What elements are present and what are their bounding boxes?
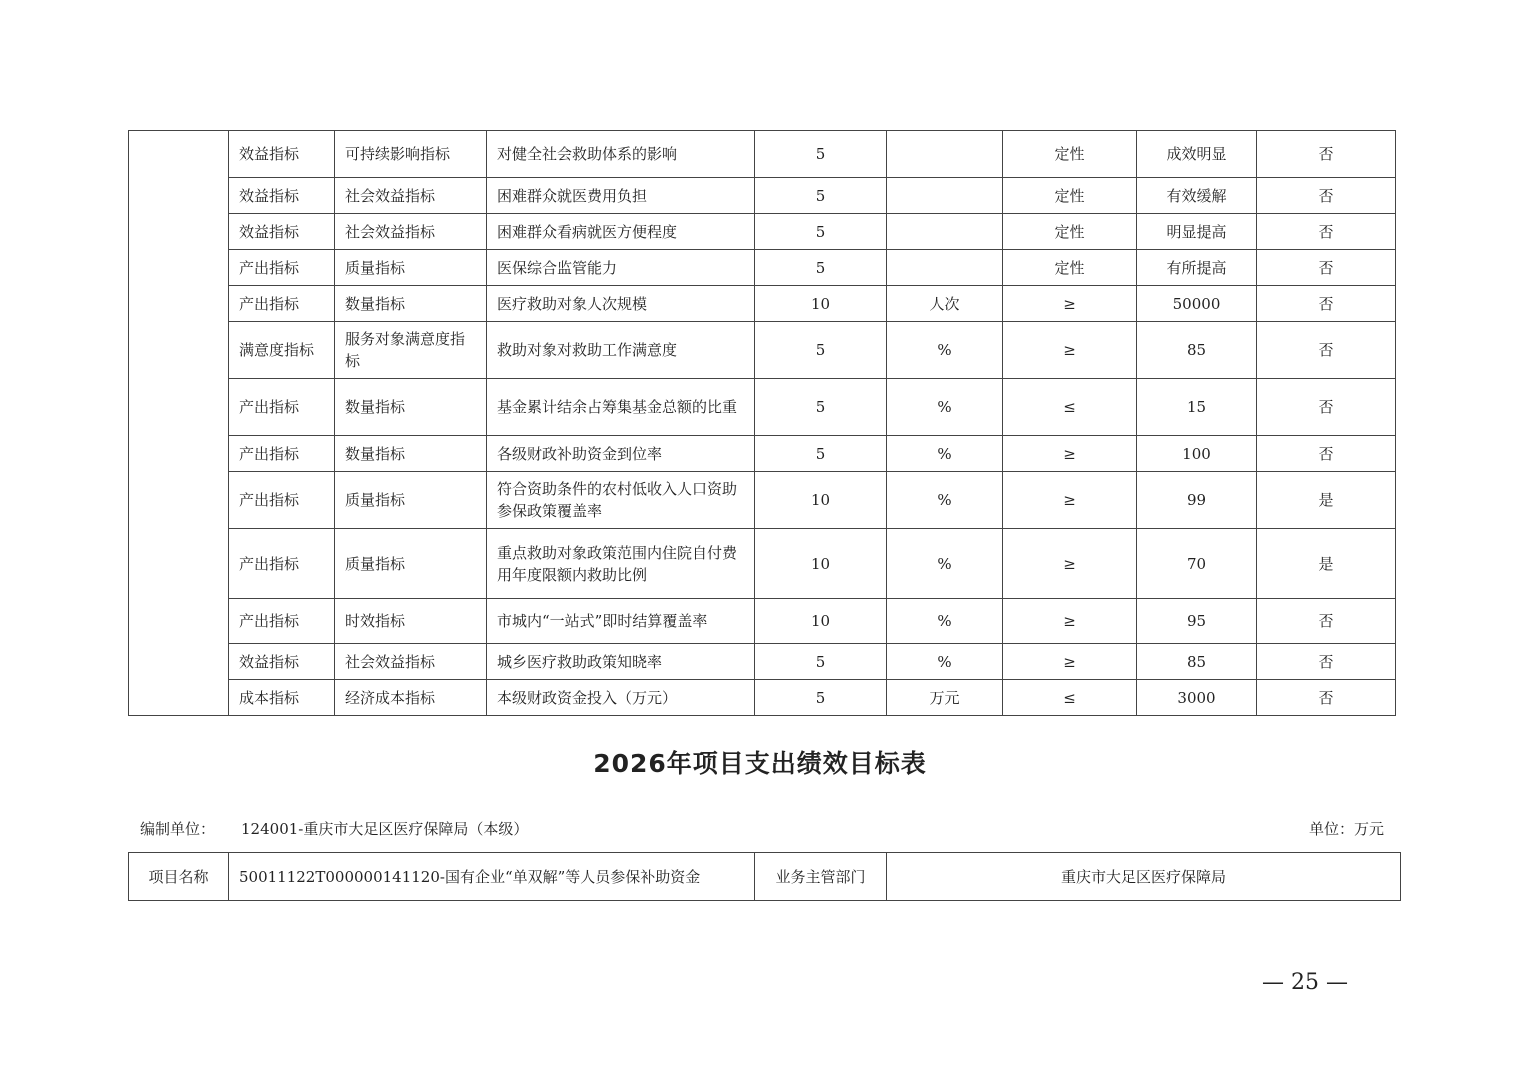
indicator-target: 15: [1137, 379, 1257, 436]
level2-indicator: 社会效益指标: [335, 214, 487, 250]
indicator-target: 70: [1137, 529, 1257, 599]
level2-indicator: 数量指标: [335, 379, 487, 436]
currency-unit: 单位：万元: [1308, 820, 1384, 838]
core-indicator-flag: 否: [1257, 436, 1396, 472]
indicator-unit: [887, 178, 1003, 214]
indicator-weight: 5: [755, 680, 887, 716]
core-indicator-flag: 否: [1257, 214, 1396, 250]
indicator-unit: [887, 250, 1003, 286]
level2-indicator: 可持续影响指标: [335, 131, 487, 178]
level1-indicator: 产出指标: [229, 379, 335, 436]
level1-indicator: 产出指标: [229, 436, 335, 472]
core-indicator-flag: 否: [1257, 379, 1396, 436]
page-number: — 25 —: [1262, 970, 1348, 995]
level2-indicator: 质量指标: [335, 250, 487, 286]
indicator-name: 医疗救助对象人次规模: [487, 286, 755, 322]
indicator-operator: 定性: [1003, 131, 1137, 178]
department-label: 业务主管部门: [755, 853, 887, 901]
indicator-weight: 10: [755, 529, 887, 599]
project-info-table: [128, 852, 1401, 901]
indicator-unit: %: [887, 379, 1003, 436]
level1-indicator: 成本指标: [229, 680, 335, 716]
level2-indicator: 经济成本指标: [335, 680, 487, 716]
table-row: [129, 178, 1396, 214]
indicator-weight: 5: [755, 250, 887, 286]
indicator-unit: %: [887, 436, 1003, 472]
core-indicator-flag: 是: [1257, 472, 1396, 529]
indicator-name: 各级财政补助资金到位率: [487, 436, 755, 472]
project-row: [129, 853, 1401, 901]
indicator-weight: 5: [755, 644, 887, 680]
project-name-value: 50011122T000000141120-国有企业“单双解”等人员参保补助资金: [229, 853, 755, 901]
indicator-unit: %: [887, 472, 1003, 529]
level1-indicator: 产出指标: [229, 250, 335, 286]
core-indicator-flag: 否: [1257, 131, 1396, 178]
indicator-operator: ≥: [1003, 322, 1137, 379]
indicator-target: 3000: [1137, 680, 1257, 716]
indicator-weight: 10: [755, 286, 887, 322]
indicator-target: 50000: [1137, 286, 1257, 322]
indicator-target: 100: [1137, 436, 1257, 472]
level2-indicator: 社会效益指标: [335, 178, 487, 214]
core-indicator-flag: 否: [1257, 178, 1396, 214]
level2-indicator: 服务对象满意度指标: [335, 322, 487, 379]
indicator-weight: 5: [755, 178, 887, 214]
table-row: [129, 472, 1396, 529]
indicator-target: 有所提高: [1137, 250, 1257, 286]
level2-indicator: 时效指标: [335, 599, 487, 644]
indicator-name: 本级财政资金投入（万元）: [487, 680, 755, 716]
indicator-unit: 人次: [887, 286, 1003, 322]
indicator-target: 85: [1137, 322, 1257, 379]
table-row: [129, 680, 1396, 716]
table-row: [129, 322, 1396, 379]
indicator-weight: 10: [755, 472, 887, 529]
indicator-operator: 定性: [1003, 214, 1137, 250]
indicator-name: 救助对象对救助工作满意度: [487, 322, 755, 379]
indicator-operator: 定性: [1003, 250, 1137, 286]
core-indicator-flag: 否: [1257, 322, 1396, 379]
level1-indicator: 效益指标: [229, 644, 335, 680]
table-row: [129, 436, 1396, 472]
table-row: [129, 214, 1396, 250]
level1-indicator: 产出指标: [229, 529, 335, 599]
indicator-operator: ≤: [1003, 680, 1137, 716]
core-indicator-flag: 否: [1257, 250, 1396, 286]
indicator-operator: ≥: [1003, 599, 1137, 644]
indicator-target: 99: [1137, 472, 1257, 529]
compiling-unit-label: 编制单位：: [140, 820, 216, 838]
department-value: 重庆市大足区医疗保障局: [887, 853, 1401, 901]
indicator-unit: [887, 131, 1003, 178]
table-row: [129, 286, 1396, 322]
table-row: [129, 250, 1396, 286]
level1-indicator: 满意度指标: [229, 322, 335, 379]
indicator-target: 明显提高: [1137, 214, 1257, 250]
project-name-label: 项目名称: [129, 853, 229, 901]
indicator-operator: ≥: [1003, 529, 1137, 599]
indicator-operator: ≥: [1003, 286, 1137, 322]
indicator-unit: %: [887, 529, 1003, 599]
indicator-weight: 5: [755, 322, 887, 379]
level1-indicator: 效益指标: [229, 214, 335, 250]
indicator-target: 成效明显: [1137, 131, 1257, 178]
indicator-weight: 10: [755, 599, 887, 644]
table-row: [129, 599, 1396, 644]
level1-indicator: 效益指标: [229, 178, 335, 214]
indicator-unit: %: [887, 322, 1003, 379]
indicator-target: 有效缓解: [1137, 178, 1257, 214]
indicator-name: 对健全社会救助体系的影响: [487, 131, 755, 178]
level2-indicator: 社会效益指标: [335, 644, 487, 680]
level2-indicator: 质量指标: [335, 529, 487, 599]
document-title: 2026年项目支出绩效目标表: [593, 749, 927, 778]
indicator-name: 困难群众就医费用负担: [487, 178, 755, 214]
core-indicator-flag: 否: [1257, 286, 1396, 322]
level1-indicator: 产出指标: [229, 599, 335, 644]
table-row: [129, 644, 1396, 680]
core-indicator-flag: 否: [1257, 644, 1396, 680]
indicator-name: 符合资助条件的农村低收入人口资助参保政策覆盖率: [487, 472, 755, 529]
indicator-unit: 万元: [887, 680, 1003, 716]
indicator-name: 重点救助对象政策范围内住院自付费用年度限额内救助比例: [487, 529, 755, 599]
core-indicator-flag: 是: [1257, 529, 1396, 599]
table-row: [129, 131, 1396, 178]
indicator-name: 基金累计结余占筹集基金总额的比重: [487, 379, 755, 436]
level2-indicator: 数量指标: [335, 286, 487, 322]
indicator-weight: 5: [755, 214, 887, 250]
indicator-unit: %: [887, 644, 1003, 680]
indicator-target: 85: [1137, 644, 1257, 680]
indicator-name: 城乡医疗救助政策知晓率: [487, 644, 755, 680]
indicator-weight: 5: [755, 379, 887, 436]
level1-indicator: 效益指标: [229, 131, 335, 178]
indicator-operator: ≥: [1003, 644, 1137, 680]
core-indicator-flag: 否: [1257, 680, 1396, 716]
level2-indicator: 质量指标: [335, 472, 487, 529]
indicator-name: 市城内“一站式”即时结算覆盖率: [487, 599, 755, 644]
compiling-unit: [140, 818, 528, 839]
table-row: [129, 379, 1396, 436]
indicator-operator: ≤: [1003, 379, 1137, 436]
indicator-unit: [887, 214, 1003, 250]
level2-indicator: 数量指标: [335, 436, 487, 472]
indicator-unit: %: [887, 599, 1003, 644]
indicator-operator: ≥: [1003, 436, 1137, 472]
indicator-operator: 定性: [1003, 178, 1137, 214]
compiling-unit-value: 124001-重庆市大足区医疗保障局（本级）: [241, 820, 529, 838]
table-row: [129, 529, 1396, 599]
indicator-name: 医保综合监管能力: [487, 250, 755, 286]
performance-indicator-table: [128, 130, 1396, 716]
indicator-target: 95: [1137, 599, 1257, 644]
level1-indicator: 产出指标: [229, 286, 335, 322]
indicator-weight: 5: [755, 131, 887, 178]
indicator-operator: ≥: [1003, 472, 1137, 529]
indicator-weight: 5: [755, 436, 887, 472]
core-indicator-flag: 否: [1257, 599, 1396, 644]
indicator-name: 困难群众看病就医方便程度: [487, 214, 755, 250]
project-merged-cell: [129, 131, 229, 716]
level1-indicator: 产出指标: [229, 472, 335, 529]
